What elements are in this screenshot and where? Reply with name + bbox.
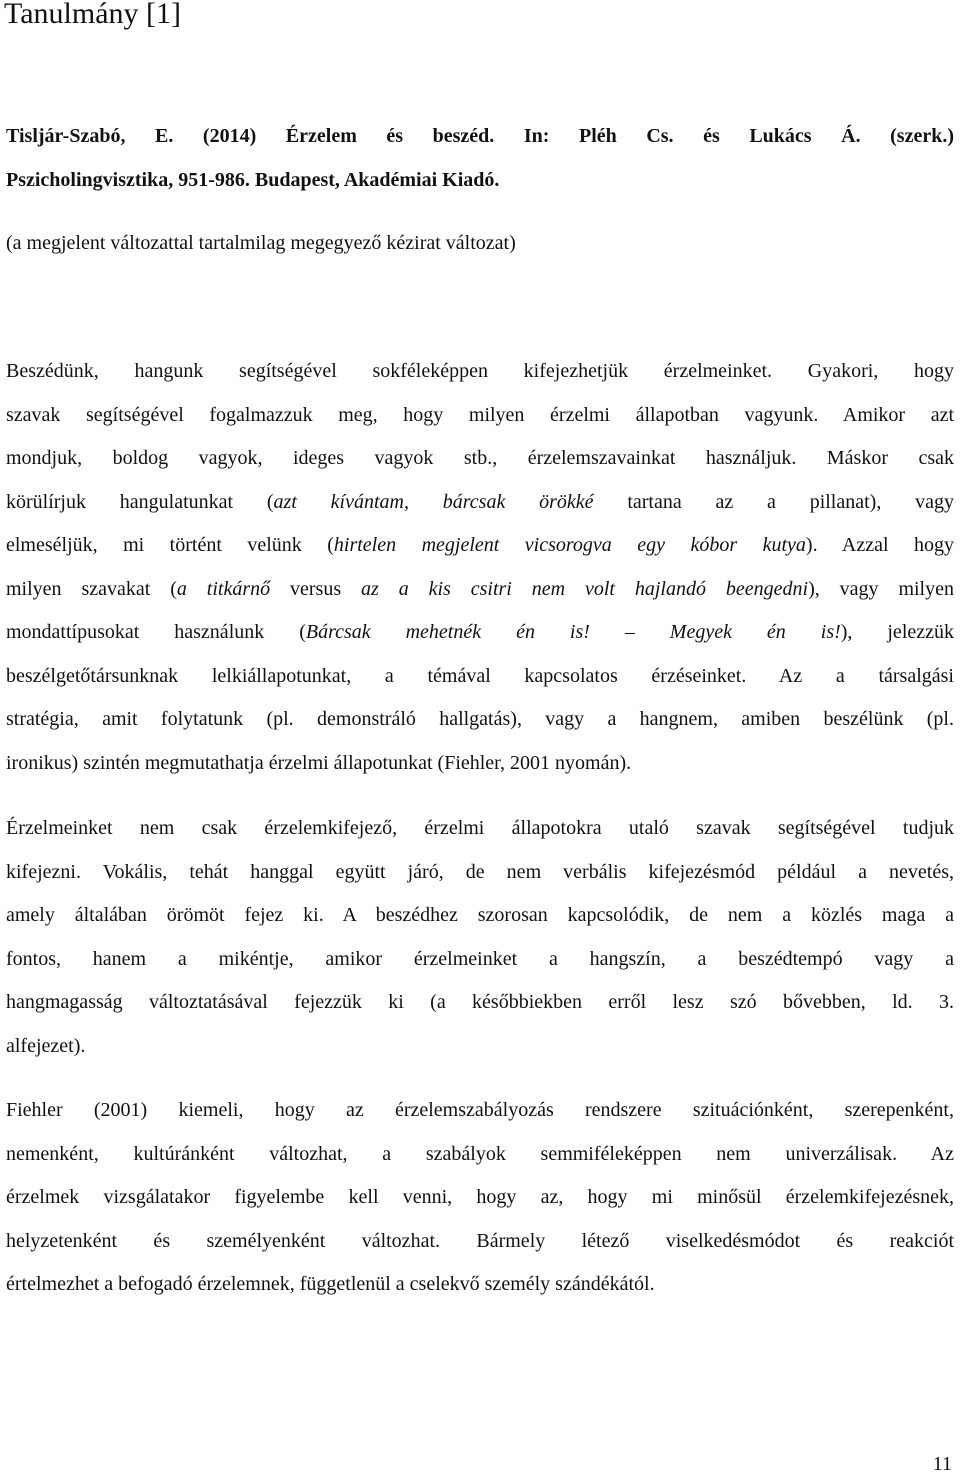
text-run: stratégia, amit folytatunk (pl. demonstráló hallgatás), vagy a hangnem, amiben beszélünk (pl. (6, 708, 954, 730)
text-line (6, 611, 954, 655)
text-line: értelmezhet a befogadó érzelemnek, függetlenül a cselekvő személy szándékától. (6, 1273, 655, 1295)
text-line: kifejezni. Vokális, tehát hanggal együtt járó, de nem verbális kifejezésmód például a nevetés, (6, 860, 954, 883)
italic-example: Bárcsak mehetnék én is! – Megyek én is! (305, 621, 841, 643)
citation-line: Tisljár-Szabó, E. (2014) Érzelem és beszéd. In: Pléh Cs. és Lukács Á. (szerk.) (6, 125, 954, 147)
text-line: fontos, hanem a mikéntje, amikor érzelmeinket a hangszín, a beszédtempó vagy a (6, 947, 954, 970)
text-run: milyen szavakat ( (6, 577, 177, 600)
text-run: tartana az a pillanat), vagy (593, 490, 954, 513)
text-run: szavak segítségével fogalmazzuk meg, hogy milyen érzelmi állapotban vagyunk. Amikor azt (6, 403, 954, 426)
text-run: ironikus) szintén megmutathatja érzelmi állapotunkat (Fiehler, 2001 nyomán). (6, 751, 632, 774)
text-line (6, 568, 954, 612)
paragraph-3 (6, 1089, 954, 1307)
text-line: alfejezet). (6, 1034, 86, 1057)
italic-example: hirtelen megjelent vicsorogva egy kóbor kutya (333, 534, 806, 556)
text-line: amely általában örömöt fejez ki. A beszédhez szorosan kapcsolódik, de nem a közlés maga a (6, 904, 954, 926)
text-line: Fiehler (2001) kiemeli, hogy az érzelemszabályozás rendszere szituációnként, szerepenként, (6, 1099, 954, 1121)
text-line: nemenként, kultúránként változhat, a szabályok semmiféleképpen nem univerzálisak. Az (6, 1142, 954, 1165)
version-note (6, 222, 954, 266)
text-run: mondattípusokat használunk ( (6, 621, 306, 643)
italic-example: az a kis csitri nem volt hajlandó beengedni (361, 577, 809, 600)
paragraph-2 (6, 807, 954, 1068)
text-run: versus (270, 577, 362, 600)
version-note-text: (a megjelent változattal tartalmilag megegyező kézirat változat) (6, 232, 516, 254)
text-line: helyzetenként és személyenként változhat. Bármely létező viselkedésmódot és reakciót (6, 1229, 954, 1252)
text-line: Érzelmeinket nem csak érzelemkifejező, érzelmi állapotokra utaló szavak segítségével tudjuk (6, 817, 954, 839)
text-line (6, 742, 954, 786)
citation (6, 115, 954, 202)
text-line (6, 437, 954, 481)
text-line (6, 350, 954, 394)
text-run: beszélgetőtársunknak lelkiállapotunkat, a témával kapcsolatos érzéseinket. Az a társalgási (6, 664, 954, 687)
text-run: ), jelezzük (840, 621, 954, 643)
page-number: 11 (932, 1453, 952, 1475)
text-line: érzelmek vizsgálatakor figyelembe kell venni, hogy az, hogy mi minősül érzelemkifejezésnek, (6, 1186, 954, 1208)
text-run: ). Azzal hogy (805, 534, 955, 556)
text-run: körülírjuk hangulatunkat ( (6, 490, 274, 513)
text-line (6, 394, 954, 438)
italic-example: a titkárnő (176, 577, 271, 600)
italic-example: azt kívántam, bárcsak örökké (273, 490, 594, 513)
page-title: Tanulmány [1] (4, 0, 182, 30)
text-line (6, 481, 954, 525)
text-line: hangmagasság változtatásával fejezzük ki (a későbbiekben erről lesz szó bővebben, ld. 3. (6, 991, 954, 1013)
text-line (6, 655, 954, 699)
text-run: elmeséljük, mi történt velünk ( (6, 534, 334, 556)
text-line (6, 698, 954, 742)
paragraph-1 (6, 350, 954, 785)
citation-line: Pszicholingvisztika, 951-986. Budapest, Akadémiai Kiadó. (6, 168, 500, 191)
text-run: Beszédünk, hangunk segítségével sokféleképpen kifejezhetjük érzelmeinket. Gyakori, hogy (6, 360, 954, 382)
text-run: ), vagy milyen (808, 577, 954, 600)
text-run: mondjuk, boldog vagyok, ideges vagyok stb., érzelemszavainkat használjuk. Máskor csak (6, 447, 954, 469)
text-line (6, 524, 954, 568)
